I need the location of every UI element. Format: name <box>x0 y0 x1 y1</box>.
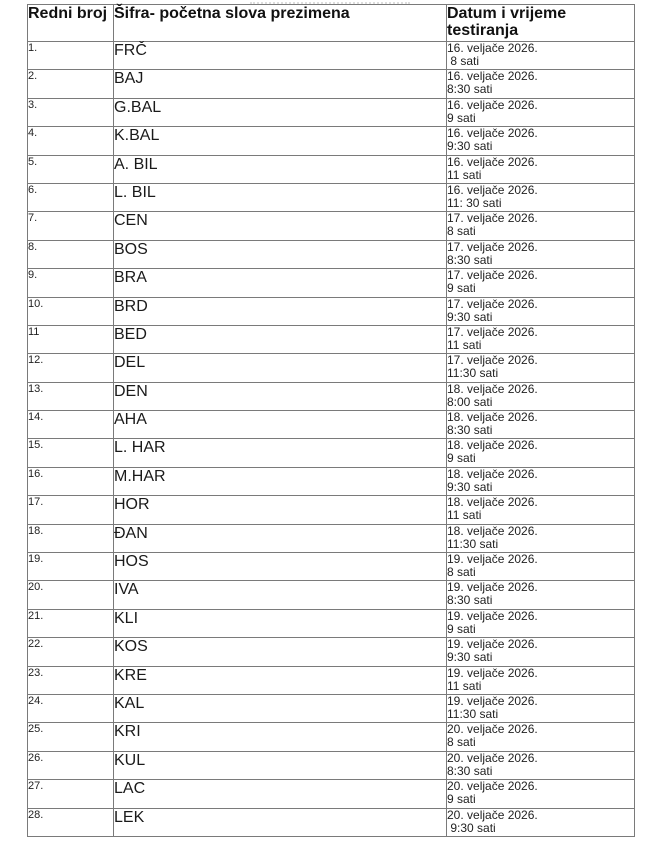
test-date: 16. veljače 2026. <box>447 97 538 112</box>
row-number: 23. <box>28 666 114 694</box>
test-datetime <box>447 751 635 779</box>
row-number: 16. <box>28 467 114 495</box>
test-date: 16. veljače 2026. <box>447 154 538 169</box>
table-row <box>28 467 635 495</box>
test-date: 18. veljače 2026. <box>447 410 538 425</box>
testing-schedule-table <box>27 4 635 837</box>
test-date: 19. veljače 2026. <box>447 665 538 680</box>
surname-code: A. BIL <box>114 155 447 183</box>
test-date: 17. veljače 2026. <box>447 353 538 368</box>
header-datetime: Datum i vrijeme testiranja <box>447 5 635 42</box>
table-row <box>28 127 635 155</box>
test-time: 9 sati <box>447 621 476 636</box>
test-date: 18. veljače 2026. <box>447 523 538 538</box>
test-datetime <box>447 609 635 637</box>
table-row <box>28 496 635 524</box>
test-time: 9:30 sati <box>447 650 493 665</box>
test-time: 9 sati <box>447 792 476 807</box>
test-datetime <box>447 581 635 609</box>
test-date: 19. veljače 2026. <box>447 693 538 708</box>
test-time: 8:30 sati <box>447 593 493 608</box>
row-number: 24. <box>28 694 114 722</box>
test-time: 11: 30 sati <box>447 195 502 210</box>
table-row <box>28 439 635 467</box>
test-datetime <box>447 70 635 98</box>
row-number: 8. <box>28 240 114 268</box>
test-datetime <box>447 325 635 353</box>
surname-code: KLI <box>114 609 447 637</box>
surname-code: G.BAL <box>114 98 447 126</box>
surname-code: LAC <box>114 780 447 808</box>
test-date: 17. veljače 2026. <box>447 268 538 283</box>
table-row <box>28 411 635 439</box>
row-number: 15. <box>28 439 114 467</box>
test-time: 8:30 sati <box>447 82 493 97</box>
test-date: 18. veljače 2026. <box>447 495 538 510</box>
table-row <box>28 808 635 836</box>
surname-code: ĐAN <box>114 524 447 552</box>
surname-code: BOS <box>114 240 447 268</box>
test-time: 9:30 sati <box>447 139 493 154</box>
table-row <box>28 694 635 722</box>
table-row <box>28 638 635 666</box>
test-datetime <box>447 127 635 155</box>
test-datetime <box>447 666 635 694</box>
test-time: 11 sati <box>447 508 482 523</box>
test-datetime <box>447 638 635 666</box>
test-date: 16. veljače 2026. <box>447 41 538 55</box>
row-number: 4. <box>28 127 114 155</box>
test-time: 11:30 sati <box>447 536 499 551</box>
surname-code: BRA <box>114 269 447 297</box>
surname-code: IVA <box>114 581 447 609</box>
test-time: 9 sati <box>447 451 476 466</box>
test-date: 18. veljače 2026. <box>447 438 538 453</box>
row-number: 25. <box>28 723 114 751</box>
table-row <box>28 325 635 353</box>
surname-code: M.HAR <box>114 467 447 495</box>
row-number: 5. <box>28 155 114 183</box>
test-date: 20. veljače 2026. <box>447 750 538 765</box>
surname-code: L. HAR <box>114 439 447 467</box>
row-number: 18. <box>28 524 114 552</box>
row-number: 22. <box>28 638 114 666</box>
test-datetime <box>447 155 635 183</box>
test-date: 20. veljače 2026. <box>447 722 538 737</box>
test-time: 8 sati <box>447 54 480 68</box>
table-row <box>28 240 635 268</box>
table-row <box>28 297 635 325</box>
test-time: 8:30 sati <box>447 252 493 267</box>
test-datetime <box>447 354 635 382</box>
test-datetime <box>447 98 635 126</box>
row-number: 27. <box>28 780 114 808</box>
test-time: 11 sati <box>447 337 482 352</box>
table-row <box>28 609 635 637</box>
test-datetime <box>447 269 635 297</box>
test-datetime <box>447 553 635 581</box>
row-number: 26. <box>28 751 114 779</box>
surname-code: BRD <box>114 297 447 325</box>
test-date: 18. veljače 2026. <box>447 466 538 481</box>
test-date: 16. veljače 2026. <box>447 182 538 197</box>
surname-code: BAJ <box>114 70 447 98</box>
row-number: 28. <box>28 808 114 836</box>
test-date: 16. veljače 2026. <box>447 126 538 141</box>
surname-code: KOS <box>114 638 447 666</box>
surname-code: KRI <box>114 723 447 751</box>
test-datetime <box>447 524 635 552</box>
table-row <box>28 780 635 808</box>
surname-code: AHA <box>114 411 447 439</box>
row-number: 19. <box>28 553 114 581</box>
surname-code: BED <box>114 325 447 353</box>
header-row <box>28 5 635 42</box>
test-date: 19. veljače 2026. <box>447 608 538 623</box>
surname-code: KRE <box>114 666 447 694</box>
test-time: 8:00 sati <box>447 394 493 409</box>
test-datetime <box>447 183 635 211</box>
row-number: 17. <box>28 496 114 524</box>
table-row <box>28 751 635 779</box>
table-row <box>28 553 635 581</box>
test-time: 9:30 sati <box>447 309 493 324</box>
row-number: 7. <box>28 212 114 240</box>
test-datetime <box>447 212 635 240</box>
table-row <box>28 269 635 297</box>
table-row <box>28 70 635 98</box>
test-time: 9:30 sati <box>447 479 493 494</box>
test-date: 17. veljače 2026. <box>447 296 538 311</box>
test-datetime <box>447 411 635 439</box>
surname-code: DEN <box>114 382 447 410</box>
test-date: 17. veljače 2026. <box>447 211 538 226</box>
test-time: 9:30 sati <box>447 820 496 835</box>
test-time: 9 sati <box>447 281 476 296</box>
test-datetime <box>447 439 635 467</box>
test-time: 8 sati <box>447 224 476 239</box>
table-row <box>28 212 635 240</box>
test-time: 11:30 sati <box>447 706 499 721</box>
surname-code: CEN <box>114 212 447 240</box>
test-date: 17. veljače 2026. <box>447 239 538 254</box>
test-date: 16. veljače 2026. <box>447 69 538 84</box>
table-row <box>28 524 635 552</box>
test-date: 20. veljače 2026. <box>447 807 538 822</box>
table-row <box>28 666 635 694</box>
test-date: 19. veljače 2026. <box>447 637 538 652</box>
test-time: 8:30 sati <box>447 423 493 438</box>
row-number: 14. <box>28 411 114 439</box>
test-datetime <box>447 240 635 268</box>
row-number: 21. <box>28 609 114 637</box>
table-row <box>28 42 635 70</box>
table-row <box>28 723 635 751</box>
test-date: 19. veljače 2026. <box>447 552 538 567</box>
test-datetime <box>447 780 635 808</box>
test-datetime <box>447 808 635 836</box>
test-date: 18. veljače 2026. <box>447 381 538 396</box>
test-time: 8 sati <box>447 735 476 750</box>
surname-code: L. BIL <box>114 183 447 211</box>
test-time: 8:30 sati <box>447 763 493 778</box>
test-time: 11 sati <box>447 678 482 693</box>
test-time: 9 sati <box>447 110 476 125</box>
test-date: 17. veljače 2026. <box>447 324 538 339</box>
surname-code: KAL <box>114 694 447 722</box>
test-datetime <box>447 42 635 70</box>
surname-code: KUL <box>114 751 447 779</box>
row-number: 2. <box>28 70 114 98</box>
table-row <box>28 354 635 382</box>
test-datetime <box>447 496 635 524</box>
row-number: 13. <box>28 382 114 410</box>
header-number: Redni broj <box>28 5 114 42</box>
row-number: 6. <box>28 183 114 211</box>
table-row <box>28 98 635 126</box>
test-time: 11 sati <box>447 167 482 182</box>
row-number: 9. <box>28 269 114 297</box>
table-row <box>28 183 635 211</box>
surname-code: HOS <box>114 553 447 581</box>
row-number: 10. <box>28 297 114 325</box>
row-number: 12. <box>28 354 114 382</box>
test-datetime <box>447 467 635 495</box>
test-datetime <box>447 723 635 751</box>
table-row <box>28 581 635 609</box>
test-time: 11:30 sati <box>447 366 499 381</box>
row-number: 11 <box>28 325 114 353</box>
surname-code: HOR <box>114 496 447 524</box>
row-number: 1. <box>28 42 114 70</box>
table-row <box>28 382 635 410</box>
surname-code: LEK <box>114 808 447 836</box>
surname-code: DEL <box>114 354 447 382</box>
row-number: 3. <box>28 98 114 126</box>
header-code: Šifra- početna slova prezimena <box>114 5 447 42</box>
table-row <box>28 155 635 183</box>
surname-code: K.BAL <box>114 127 447 155</box>
test-date: 19. veljače 2026. <box>447 580 538 595</box>
test-date: 20. veljače 2026. <box>447 779 538 794</box>
test-datetime <box>447 297 635 325</box>
surname-code: FRČ <box>114 42 447 70</box>
test-datetime <box>447 382 635 410</box>
row-number: 20. <box>28 581 114 609</box>
test-time: 8 sati <box>447 565 476 580</box>
test-datetime <box>447 694 635 722</box>
